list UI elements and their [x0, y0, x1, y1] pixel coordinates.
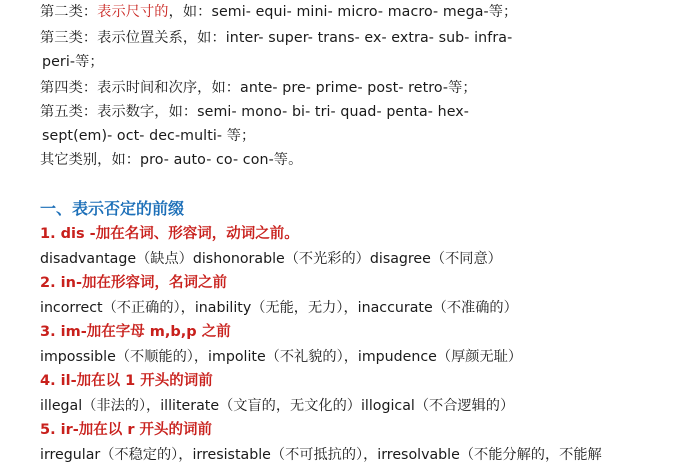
category-text: sept(em)- oct- dec-multi- 等； — [42, 128, 256, 144]
rule-title: 5. ir-加在以 r 开头的词前 — [40, 422, 213, 438]
category-text: peri-等； — [42, 54, 104, 70]
category-line-4 — [40, 78, 477, 98]
category-label: 第四类： — [40, 80, 98, 96]
category-highlight: 表示尺寸的 — [97, 4, 169, 20]
category-line-5 — [40, 102, 469, 122]
rule-title: 2. in-加在形容词，名词之前 — [40, 275, 227, 291]
rule-example: incorrect（不正确的），inability（无能，无力），inaccurate（不准确的） — [40, 300, 518, 316]
category-text: ，如：semi- equi- mini- micro- macro- mega-等； — [168, 4, 518, 20]
rule-title: 1. dis -加在名词、形容词，动词之前。 — [40, 226, 299, 242]
category-line-5-cont — [42, 126, 255, 146]
rule-example: irregular（不稳定的），irresistable（不可抵抗的），irresolvable（不能分解的，不能解 — [40, 447, 602, 463]
category-text: 表示时间和次序，如：ante- pre- prime- post- retro-等； — [97, 80, 477, 96]
section-heading: 一、表示否定的前缀 — [40, 199, 185, 218]
category-label: 第二类： — [40, 4, 98, 20]
category-text: 表示位置关系，如：inter- super- trans- ex- extra- sub- infra- — [97, 30, 513, 46]
category-text: 其它类别，如：pro- auto- co- con-等。 — [40, 152, 303, 168]
category-label: 第三类： — [40, 30, 98, 46]
category-line-2 — [40, 2, 517, 22]
rule-title: 4. il-加在以 1 开头的词前 — [40, 373, 213, 389]
rule-example: illegal（非法的），illiterate（文盲的，无文化的）illogical（不合逻辑的） — [40, 398, 515, 414]
category-text: 表示数字，如：semi- mono- bi- tri- quad- penta- hex- — [97, 104, 470, 120]
rule-title: 3. im-加在字母 m,b,p 之前 — [40, 324, 231, 340]
rule-example: impossible（不顺能的），impolite（不礼貌的），impudence（厚颜无耻） — [40, 349, 523, 365]
category-line-other — [40, 150, 302, 170]
category-label: 第五类： — [40, 104, 98, 120]
category-line-3-cont — [42, 52, 104, 72]
category-line-3 — [40, 28, 512, 48]
rule-example: disadvantage（缺点）dishonorable（不光彩的）disagree（不同意） — [40, 251, 502, 267]
